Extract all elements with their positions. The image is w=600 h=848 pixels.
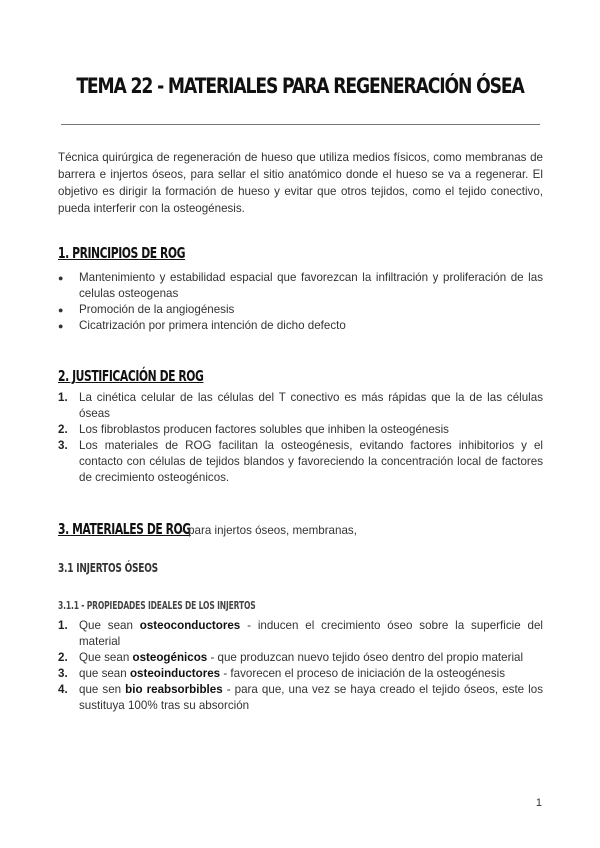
list-keyword: bio reabsorbibles [125, 683, 223, 696]
subsection-3-1-1-heading: 3.1.1 - PROPIEDADES IDEALES DE LOS INJERTOS [58, 600, 256, 612]
list-keyword: osteogénicos [132, 651, 208, 664]
section-3-heading: 3. MATERIALES DE ROG [58, 520, 191, 538]
document-title: TEMA 22 - MATERIALES PARA REGENERACIÓN ÓSEA [76, 74, 524, 98]
list-item [56, 682, 543, 714]
list-text: - favorecen el proceso de iniciación de la osteogénesis [220, 667, 505, 680]
section-2-list [56, 390, 543, 486]
list-text: Que sean [79, 619, 140, 632]
list-text: Que sean [79, 651, 133, 664]
list-text: - que produzcan nuevo tejido óseo dentro del propio material [207, 651, 524, 664]
list-keyword: osteoconductores [139, 619, 241, 632]
list-number: 2. [58, 423, 68, 436]
list-number: 1. [58, 391, 68, 404]
list-item [56, 390, 543, 422]
section-3-list [56, 618, 543, 714]
section-2-heading: 2. JUSTIFICACIÓN DE ROG [58, 367, 204, 385]
list-item [56, 438, 543, 486]
page-number: 1 [535, 797, 542, 809]
title-divider [61, 124, 540, 125]
list-item [56, 666, 543, 682]
list-item [56, 422, 543, 438]
section-3-heading-suffix: - para injertos óseos, membranas, [181, 524, 357, 537]
list-text: - inducen el crecimiento óseo sobre la superficie del material [79, 619, 543, 648]
list-text: que sean [79, 667, 130, 680]
section-1-heading: 1. PRINCIPIOS DE ROG [58, 244, 186, 262]
list-number: 3. [58, 439, 68, 452]
intro-paragraph: Técnica quirúrgica de regeneración de hueso que utiliza medios físicos, como membranas de barrera e injertos óseos, para sellar el sitio anatómico donde el hueso se va a regenerar. El objetivo es dirigir la formación de hueso y evitar que otros tejidos, como el tejido conectivo, pueda interferir con la osteogénesis. [58, 151, 543, 215]
subsection-3-1-heading: 3.1 INJERTOS ÓSEOS [58, 560, 158, 575]
list-item: ● Mantenimiento y estabilidad espacial que favorezcan la infiltración y proliferación de las celulas osteogenas [56, 270, 543, 302]
list-number: 3. [58, 667, 68, 680]
list-text: que sen [79, 683, 126, 696]
list-text: - para que, una vez se haya creado el tejido óseos, este los sustituya 100% tras su absorción [79, 683, 543, 712]
list-item [56, 650, 543, 666]
list-text: La cinética celular de las células del T conectivo es más rápidas que la de las células óseas [79, 391, 543, 420]
list-number: 4. [58, 683, 68, 696]
list-text: Los materiales de ROG facilitan la osteogénesis, evitando factores inhibitorios y el contacto con células de tejidos blandos y favoreciendo la concentración local de factores de crecimiento osteogénicos. [79, 439, 543, 484]
list-number: 1. [58, 619, 68, 632]
list-item: ● Promoción de la angiogénesis [56, 302, 543, 318]
section-1-list [56, 270, 543, 334]
list-number: 2. [58, 651, 68, 664]
list-item [56, 618, 543, 650]
list-text: Los fibroblastos producen factores solubles que inhiben la osteogénesis [79, 423, 449, 436]
list-item: ● Cicatrización por primera intención de dicho defecto [56, 318, 543, 334]
list-keyword: osteoinductores [129, 667, 221, 680]
